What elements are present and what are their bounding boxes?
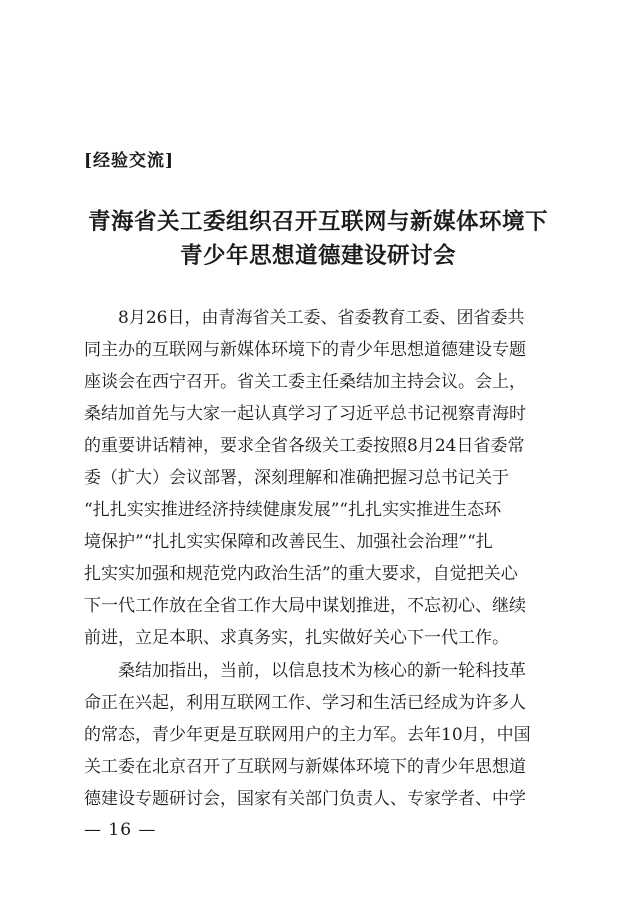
section-tag: [经验交流] — [84, 151, 175, 171]
paragraph-line: 桑结加首先与大家一起认真学习了习近平总书记视察青海时 — [84, 404, 526, 424]
paragraph-line: 德建设专题研讨会，国家有关部门负责人、专家学者、中学 — [84, 789, 526, 809]
paragraph-line: 境保护”“扎扎实实保障和改善民生、加强社会治理”“扎 — [84, 532, 493, 552]
page-number: — 16 — — [84, 820, 157, 840]
paragraph-line: 的常态，青少年更是互联网用户的主力军。去年10月，中国 — [84, 725, 531, 745]
paragraph-line: 座谈会在西宁召开。省关工委主任桑结加主持会议。会上， — [84, 372, 526, 392]
paragraph-line: 关工委在北京召开了互联网与新媒体环境下的青少年思想道 — [84, 757, 526, 777]
paragraph-line: 委（扩大）会议部署，深刻理解和准确把握习总书记关于 — [84, 468, 509, 488]
article-title-line-2: 青少年思想道德建设研讨会 — [179, 243, 456, 269]
paragraph-line: 扎实实加强和规范党内政治生活”的重大要求，自觉把关心 — [84, 564, 518, 584]
paragraph-line: 桑结加指出，当前，以信息技术为核心的新一轮科技革 — [118, 661, 526, 681]
paragraph-line: 前进，立足本职、求真务实，扎实做好关心下一代工作。 — [84, 628, 509, 648]
paragraph-line: 命正在兴起，利用互联网工作、学习和生活已经成为许多人 — [84, 693, 526, 713]
paragraph-line: 同主办的互联网与新媒体环境下的青少年思想道德建设专题 — [84, 340, 526, 360]
paragraph-line: 的重要讲话精神，要求全省各级关工委按照8月24日省委常 — [84, 436, 525, 456]
paragraph-line: 下一代工作放在全省工作大局中谋划推进，不忘初心、继续 — [84, 596, 526, 616]
article-title-line-1: 青海省关工委组织召开互联网与新媒体环境下 — [87, 209, 548, 235]
paragraph-line: “扎扎实实推进经济持续健康发展”“扎扎实实推进生态环 — [84, 500, 502, 520]
paragraph-line: 8月26日，由青海省关工委、省委教育工委、团省委共 — [118, 308, 525, 328]
